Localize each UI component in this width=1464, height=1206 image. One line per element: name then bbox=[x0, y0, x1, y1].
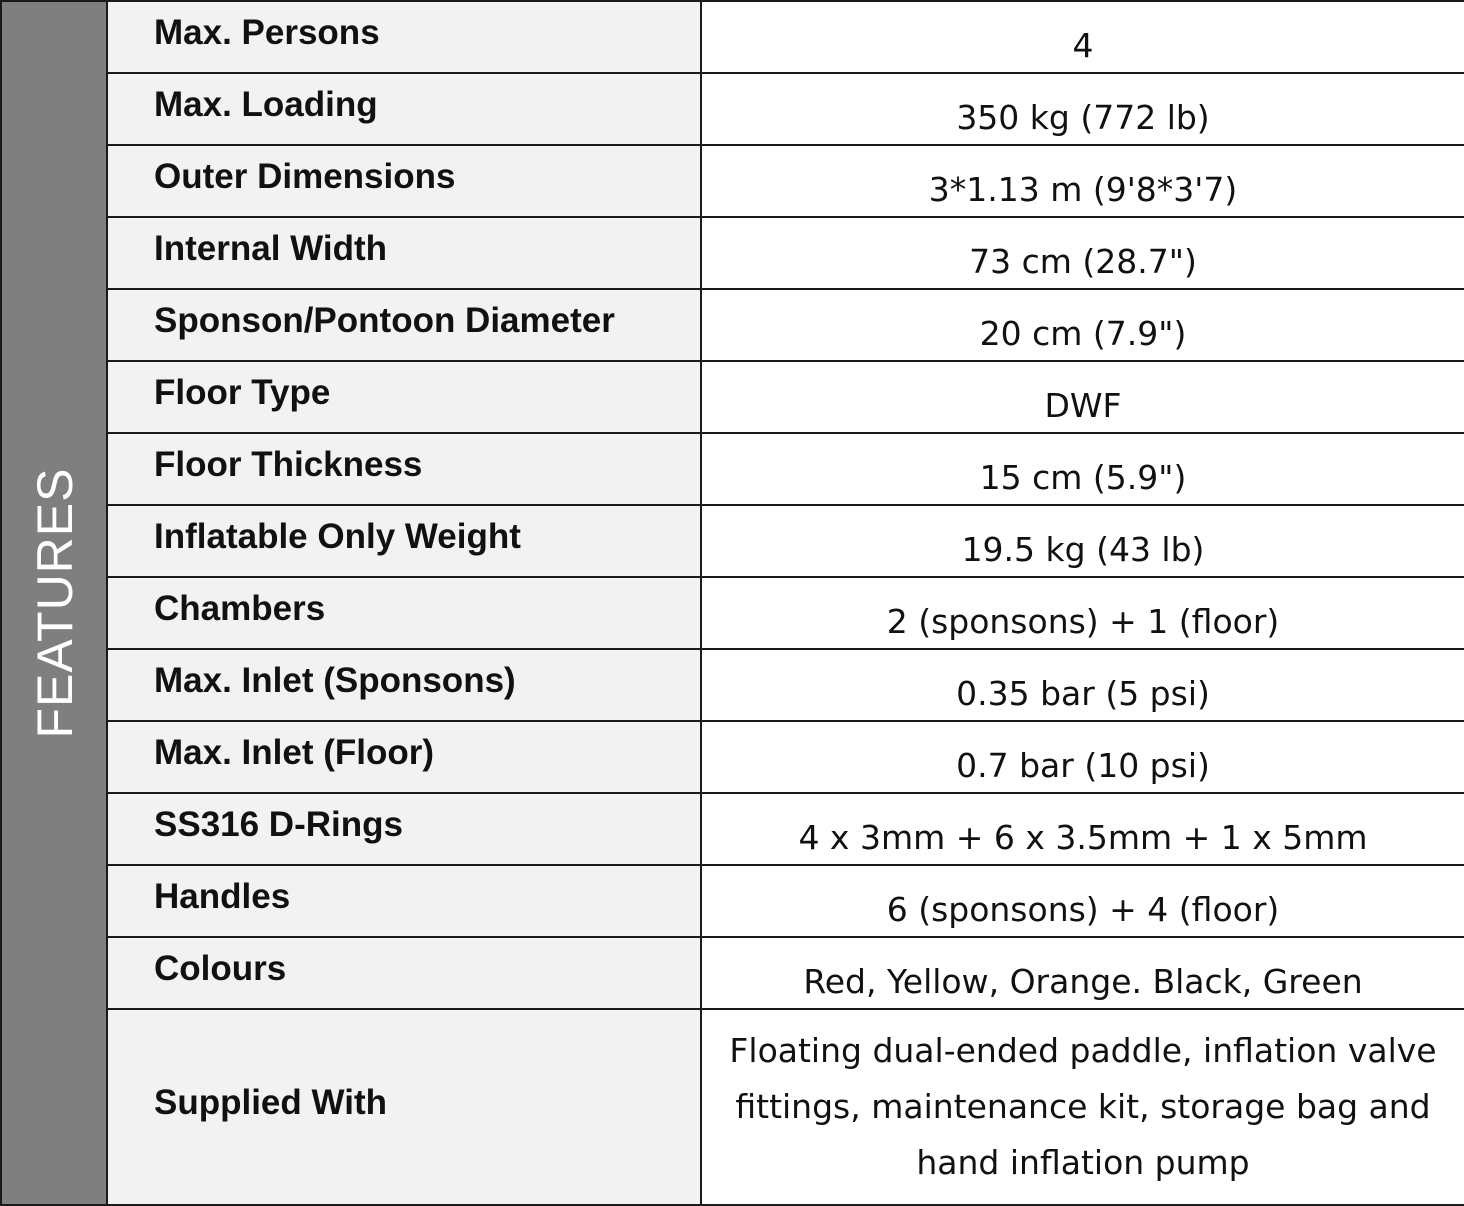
table-row bbox=[108, 1010, 1464, 1204]
spec-key: SS316 D-Rings bbox=[108, 794, 702, 864]
spec-value: 4 x 3mm + 6 x 3.5mm + 1 x 5mm bbox=[702, 794, 1464, 864]
spec-table bbox=[108, 2, 1464, 1204]
table-row bbox=[108, 506, 1464, 578]
spec-value: 0.35 bar (5 psi) bbox=[702, 650, 1464, 720]
spec-key: Max. Inlet (Sponsons) bbox=[108, 650, 702, 720]
spec-value: 4 bbox=[702, 2, 1464, 72]
spec-value: Red, Yellow, Orange. Black, Green bbox=[702, 938, 1464, 1008]
spec-value: DWF bbox=[702, 362, 1464, 432]
spec-value: 2 (sponsons) + 1 (floor) bbox=[702, 578, 1464, 648]
spec-key: Max. Persons bbox=[108, 2, 702, 72]
spec-value: 6 (sponsons) + 4 (floor) bbox=[702, 866, 1464, 936]
spec-key: Sponson/Pontoon Diameter bbox=[108, 290, 702, 360]
spec-key: Supplied With bbox=[108, 1010, 702, 1204]
table-row bbox=[108, 74, 1464, 146]
table-row bbox=[108, 146, 1464, 218]
table-row bbox=[108, 794, 1464, 866]
spec-key: Internal Width bbox=[108, 218, 702, 288]
spec-key: Max. Inlet (Floor) bbox=[108, 722, 702, 792]
spec-value: 350 kg (772 lb) bbox=[702, 74, 1464, 144]
spec-value: 20 cm (7.9") bbox=[702, 290, 1464, 360]
spec-key: Floor Type bbox=[108, 362, 702, 432]
spec-key: Inflatable Only Weight bbox=[108, 506, 702, 576]
spec-value: 73 cm (28.7") bbox=[702, 218, 1464, 288]
table-row bbox=[108, 218, 1464, 290]
spec-key: Handles bbox=[108, 866, 702, 936]
table-row bbox=[108, 290, 1464, 362]
table-row bbox=[108, 362, 1464, 434]
spec-key: Outer Dimensions bbox=[108, 146, 702, 216]
table-row bbox=[108, 722, 1464, 794]
table-row bbox=[108, 2, 1464, 74]
features-side-panel bbox=[2, 2, 108, 1204]
spec-key: Floor Thickness bbox=[108, 434, 702, 504]
spec-key: Colours bbox=[108, 938, 702, 1008]
spec-value: Floating dual-ended paddle, inflation valve fittings, maintenance kit, storage bag and hand inflation pump bbox=[702, 1010, 1464, 1204]
spec-value: 3*1.13 m (9'8*3'7) bbox=[702, 146, 1464, 216]
features-label: FEATURES bbox=[27, 467, 83, 739]
spec-key: Max. Loading bbox=[108, 74, 702, 144]
spec-value: 19.5 kg (43 lb) bbox=[702, 506, 1464, 576]
table-row bbox=[108, 578, 1464, 650]
spec-key: Chambers bbox=[108, 578, 702, 648]
table-row bbox=[108, 650, 1464, 722]
table-row bbox=[108, 938, 1464, 1010]
table-row bbox=[108, 866, 1464, 938]
spec-value: 15 cm (5.9") bbox=[702, 434, 1464, 504]
table-row bbox=[108, 434, 1464, 506]
spec-value: 0.7 bar (10 psi) bbox=[702, 722, 1464, 792]
